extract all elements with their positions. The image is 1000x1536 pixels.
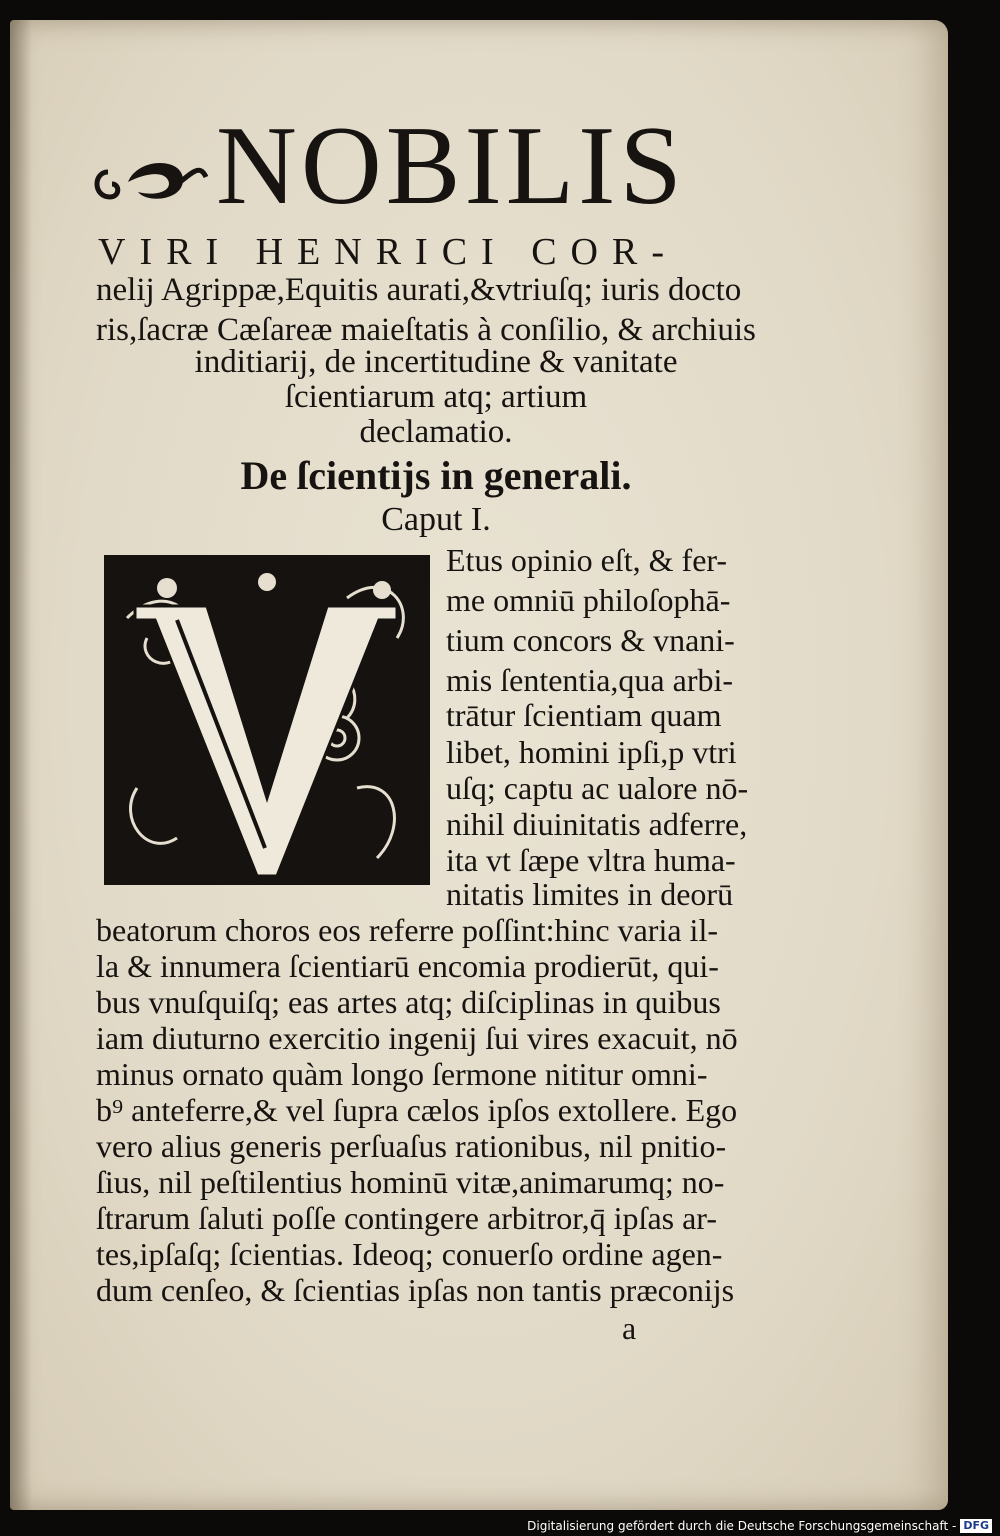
column-line-7: uſq; captu ac ualore nō-: [446, 770, 749, 806]
subtitle-line-3: ris,ſacræ Cæſareæ maieſtatis à conſilio, & archiuis: [96, 312, 756, 348]
column-line-6: libet, homini ipſi,p vtri: [446, 734, 737, 770]
chapter-label: Caput I.: [381, 501, 491, 538]
dfg-logo: DFG: [960, 1519, 992, 1533]
subtitle-line-2: nelij Agrippæ,Equitis aurati,&vtriuſq; iuris docto: [96, 272, 742, 308]
page-title: NOBILIS: [216, 104, 686, 228]
column-line-3: tium concors & vnani-: [446, 622, 735, 658]
subtitle-line-6: declamatio.: [359, 414, 513, 450]
column-line-8: nihil diuinitatis adferre,: [446, 806, 748, 842]
page-spine-shadow: [10, 20, 32, 1510]
column-line-10: nitatis limites in deorū: [446, 876, 734, 912]
subtitle-line-5: ſcientiarum atq; artium: [284, 379, 588, 415]
title-block: [88, 104, 768, 228]
column-line-1: Etus opinio eſt, & fer-: [446, 542, 728, 578]
body-line-10: tes,ipſaſq; ſcientias. Ideoq; conuerſo ordine agen-: [96, 1236, 723, 1272]
digitization-footer: [527, 1518, 992, 1534]
fleuron-ornament-icon: [88, 142, 208, 212]
signature-mark: a: [622, 1310, 637, 1346]
column-line-9: ita vt ſæpe vltra huma-: [446, 842, 736, 878]
body-line-6: b⁹ anteferre,& vel ſupra cælos ipſos extollere. Ego: [96, 1092, 738, 1128]
body-line-4: iam diuturno exercitio ingenij ſui vires exacuit, nō: [96, 1020, 738, 1056]
book-page: [10, 20, 948, 1510]
body-line-11: dum cenſeo, & ſcientias ipſas non tantis præconijs: [96, 1272, 735, 1308]
body-line-1: beatorum choros eos referre poſſint:hinc varia il-: [96, 912, 718, 948]
initial-letter-v-icon: [107, 558, 427, 882]
body-line-9: ſtrarum ſaluti poſſe contingere arbitror,q̄ ipſas ar-: [96, 1200, 717, 1236]
subtitle-line-1: VIRI HENRICI COR-: [98, 231, 678, 273]
body-line-8: ſius, nil peſtilentius hominū vitæ,animarumq; no-: [96, 1164, 725, 1200]
body-line-7: vero alius generis perſuaſus rationibus, nil pnitio-: [96, 1128, 727, 1164]
footer-credit-text: Digitalisierung gefördert durch die Deutsche Forschungsgemeinschaft -: [527, 1519, 957, 1533]
column-line-2: me omniū philoſophā-: [446, 582, 731, 618]
column-line-5: trātur ſcientiam quam: [446, 697, 722, 733]
decorated-initial: [104, 555, 430, 885]
body-line-5: minus ornato quàm longo ſermone nititur omni-: [96, 1056, 708, 1092]
subtitle-line-4: inditiarij, de incertitudine & vanitate: [194, 344, 678, 380]
body-line-2: la & innumera ſcientiarū encomia prodierūt, qui-: [96, 948, 719, 984]
section-heading: De ſcientijs in generali.: [240, 453, 632, 498]
column-line-4: mis ſententia,qua arbi-: [446, 662, 734, 698]
body-line-3: bus vnuſquiſq; eas artes atq; diſciplinas in quibus: [96, 984, 721, 1020]
